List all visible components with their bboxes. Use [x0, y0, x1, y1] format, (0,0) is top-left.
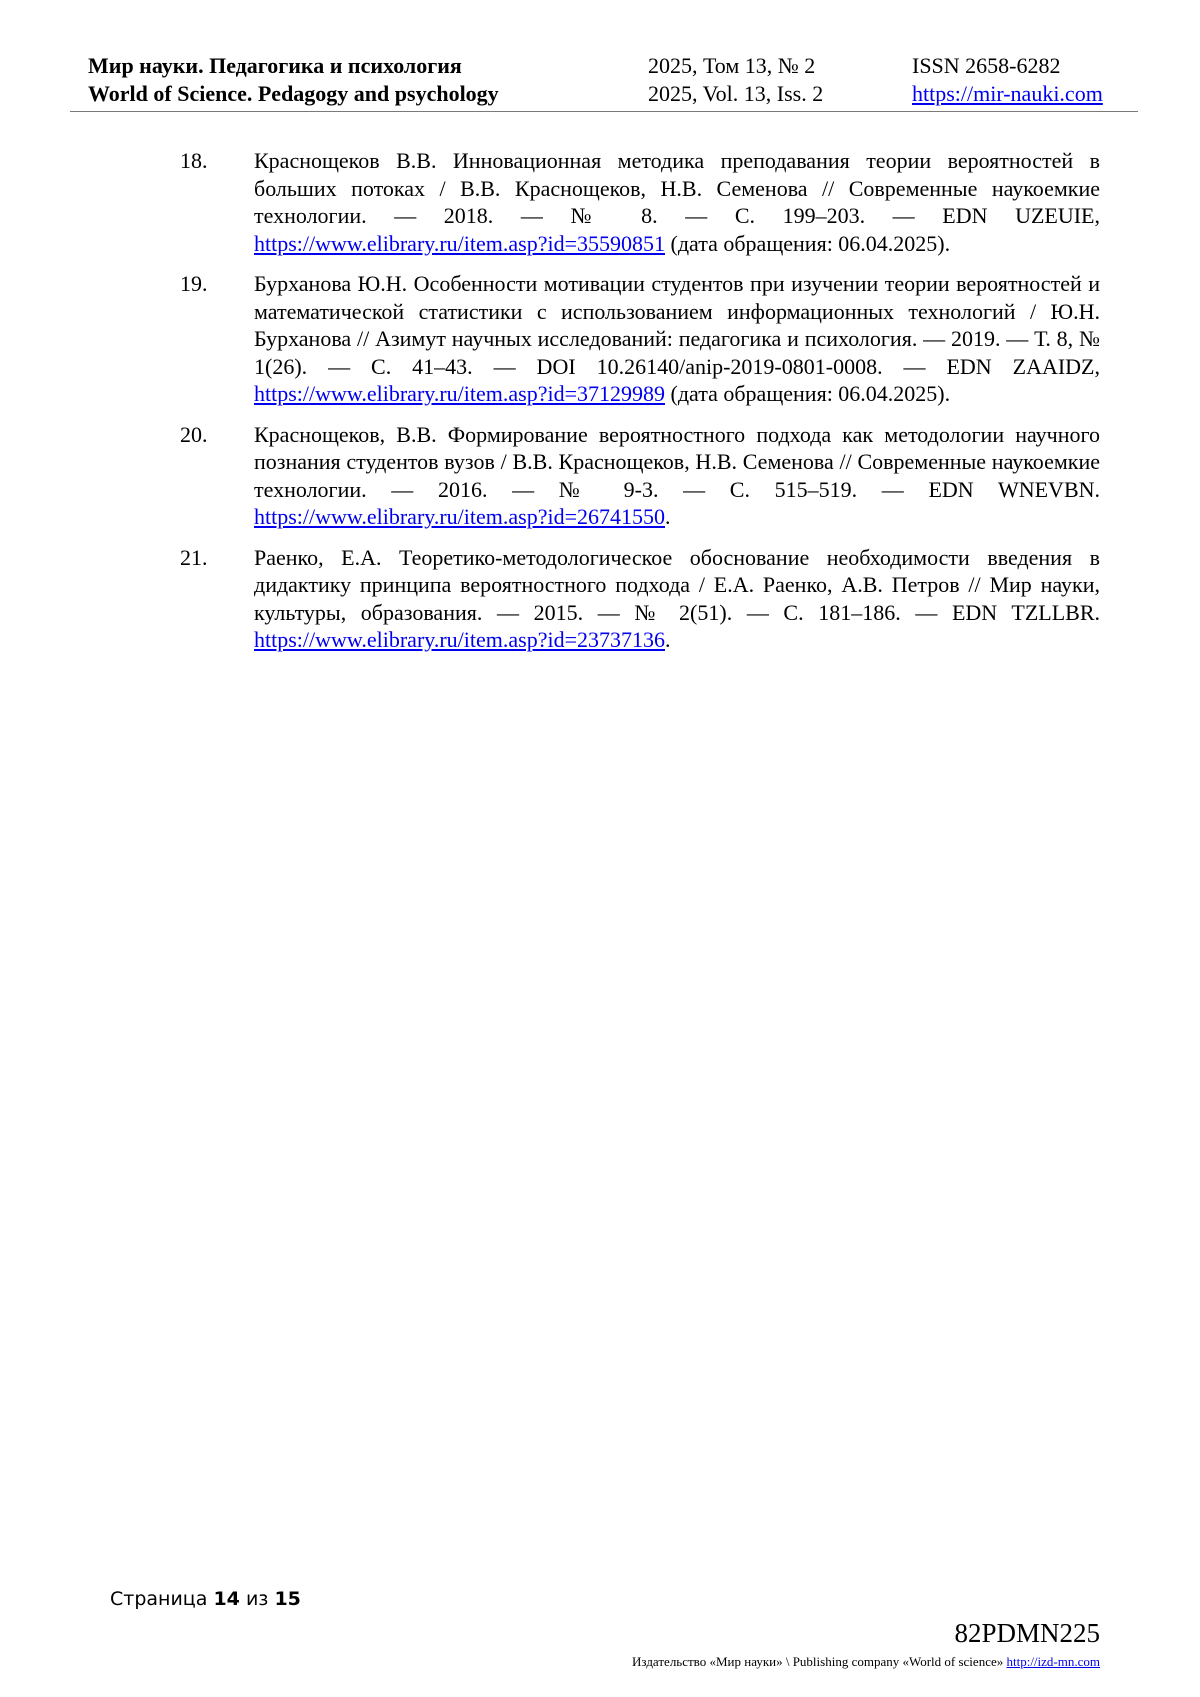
issue-info-ru: 2025, Том 13, № 2 [648, 53, 816, 78]
reference-item [180, 270, 1100, 408]
reference-tail: (дата обращения: 06.04.2025). [665, 381, 951, 406]
journal-title-ru: Мир науки. Педагогика и психология [88, 53, 462, 78]
header-divider [70, 111, 1138, 112]
reference-tail: (дата обращения: 06.04.2025). [665, 230, 951, 256]
article-code: 82PDMN225 [954, 1618, 1100, 1648]
reference-link[interactable]: https://www.elibrary.ru/item.asp?id=26741550 [254, 504, 665, 529]
reference-list [180, 147, 1100, 667]
reference-item [180, 147, 1100, 257]
reference-item [180, 544, 1100, 654]
reference-link[interactable]: https://www.elibrary.ru/item.asp?id=23737136 [254, 627, 665, 652]
reference-text [254, 544, 1100, 654]
journal-title-en: World of Science. Pedagogy and psychology [88, 81, 499, 106]
reference-number: 19. [180, 271, 208, 296]
publisher-text: Издательство «Мир науки» \ Publishing company «World of science» [632, 1654, 1007, 1669]
issn: ISSN 2658-6282 [912, 53, 1061, 78]
page-total: 15 [274, 1588, 301, 1610]
reference-text [254, 270, 1100, 408]
reference-item [180, 421, 1100, 531]
publisher-link[interactable]: http://izd-mn.com [1006, 1654, 1100, 1669]
reference-text [254, 421, 1100, 531]
reference-tail: . [665, 627, 671, 652]
page-number [110, 1588, 301, 1610]
reference-number: 20. [180, 421, 208, 447]
reference-number: 21. [180, 544, 208, 570]
page-of: из [245, 1588, 269, 1610]
page-current: 14 [213, 1588, 240, 1610]
issue-info-en: 2025, Vol. 13, Iss. 2 [648, 81, 824, 106]
running-header [88, 52, 1120, 108]
reference-body: Краснощеков, В.В. Формирование вероятностного подхода как методологии научного познания студентов вузов / В.В. Краснощеков, Н.В. Семенова // Современные наукоемкие технологии. — 2016. — № 9-3. — С. 515–519. — EDN WNEVBN. [254, 421, 1100, 502]
reference-text [254, 147, 1100, 257]
reference-tail: . [665, 504, 671, 529]
page-label: Страница [110, 1588, 208, 1610]
publisher-line [632, 1654, 1100, 1670]
reference-link[interactable]: https://www.elibrary.ru/item.asp?id=35590851 [254, 230, 665, 256]
reference-number: 18. [180, 148, 208, 173]
reference-body: Краснощеков В.В. Инновационная методика преподавания теории вероятностей в больших потоках / В.В. Краснощеков, Н.В. Семенова // Современные наукоемкие технологии. — 2018. — № 8. — С. 199–203. — EDN UZEUIE, [254, 148, 1100, 228]
journal-site-link[interactable]: https://mir-nauki.com [912, 81, 1103, 106]
reference-link[interactable]: https://www.elibrary.ru/item.asp?id=37129989 [254, 381, 665, 406]
reference-body: Бурханова Ю.Н. Особенности мотивации студентов при изучении теории вероятностей и математической статистики с использованием информационных технологий / Ю.Н. Бурханова // Азимут научных исследований: педагогика и психология. — 2019. — Т. 8, № 1(26). — С. 41–43. — DOI 10.26140/anip-2019-0801-0008. — EDN ZAAIDZ, [254, 271, 1100, 379]
reference-body: Раенко, Е.А. Теоретико-методологическое обоснование необходимости введения в дидактику принципа вероятностного подхода / Е.А. Раенко, А.В. Петров // Мир науки, культуры, образования. — 2015. — № 2(51). — С. 181–186. — EDN TZLLBR. [254, 544, 1100, 625]
